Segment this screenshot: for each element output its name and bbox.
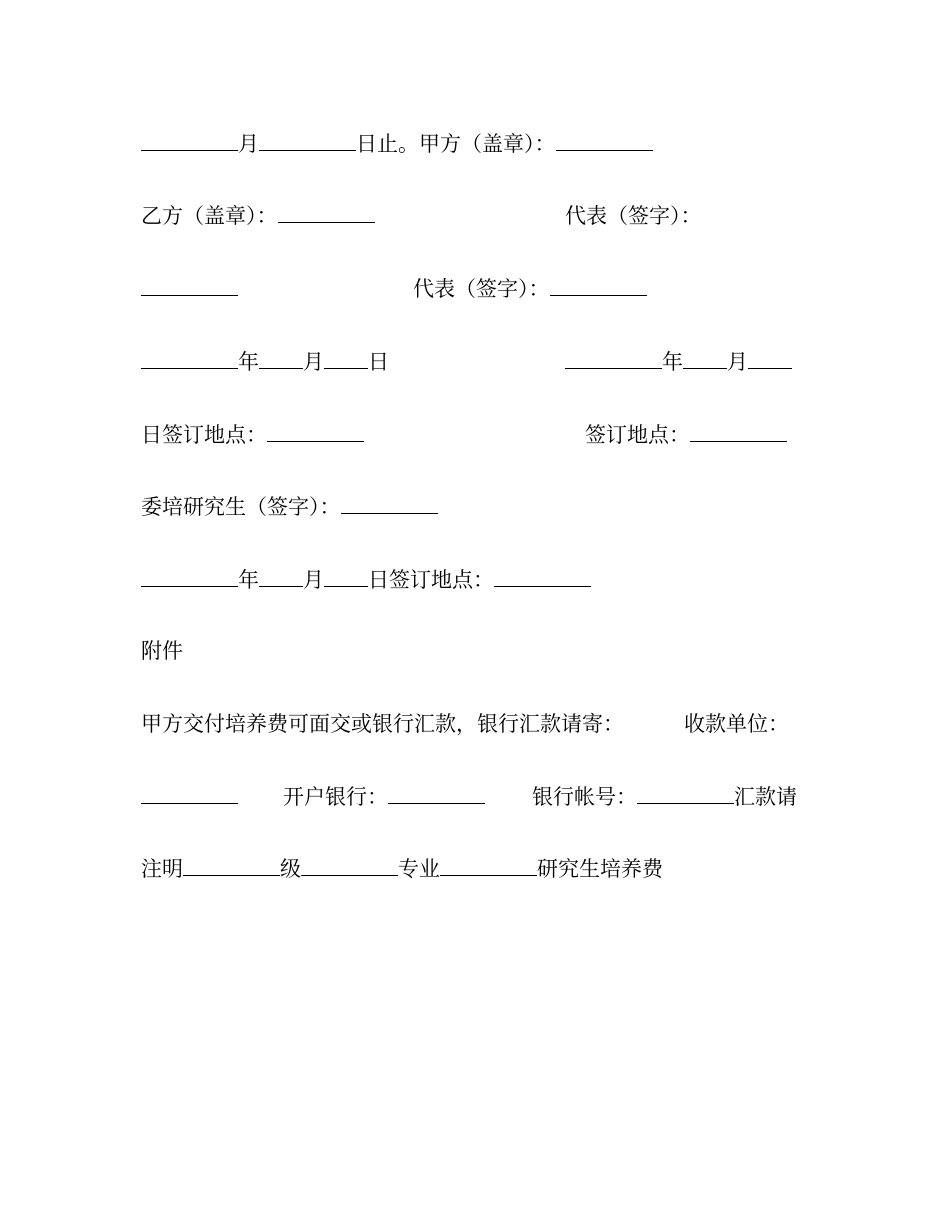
party-b-seal bbox=[141, 201, 375, 231]
blank-field bbox=[683, 348, 727, 369]
blank-field bbox=[556, 130, 653, 151]
month-label: 月 bbox=[238, 132, 259, 156]
bank-label: 开户银行： bbox=[283, 785, 388, 809]
signing-place-right bbox=[585, 420, 787, 450]
major-label: 专业 bbox=[398, 857, 440, 881]
fee-label: 研究生培养费 bbox=[537, 857, 663, 881]
signing-place-label: 日签订地点： bbox=[368, 568, 494, 592]
blank-field bbox=[748, 348, 792, 369]
day-label: 日 bbox=[368, 350, 389, 374]
note-label: 注明 bbox=[141, 857, 183, 881]
blank-field bbox=[324, 566, 368, 587]
blank-segment bbox=[141, 274, 238, 304]
representative-sign bbox=[565, 201, 702, 231]
month-label: 月 bbox=[727, 350, 748, 374]
blank-field bbox=[388, 783, 485, 804]
blank-field bbox=[324, 348, 368, 369]
bank-account bbox=[532, 782, 797, 812]
grade-label: 级 bbox=[280, 857, 301, 881]
blank-field bbox=[440, 855, 537, 876]
blank-field bbox=[259, 566, 303, 587]
signing-place-left bbox=[141, 420, 364, 450]
student-sign bbox=[141, 492, 438, 522]
remit-note-detail bbox=[141, 854, 663, 884]
party-a-seal-label: 日止。甲方（盖章）： bbox=[356, 132, 556, 156]
blank-field bbox=[141, 783, 238, 804]
date-right bbox=[565, 347, 792, 377]
representative-sign-label: 代表（签字）： bbox=[413, 277, 550, 301]
month-label: 月 bbox=[303, 350, 324, 374]
blank-field bbox=[141, 566, 238, 587]
blank-field bbox=[550, 275, 647, 296]
blank-field bbox=[141, 275, 238, 296]
year-label: 年 bbox=[662, 350, 683, 374]
blank-segment bbox=[141, 782, 238, 812]
year-label: 年 bbox=[238, 350, 259, 374]
signing-place-label: 签订地点： bbox=[585, 423, 690, 447]
payment-instruction: 甲方交付培养费可面交或银行汇款，银行汇款请寄： bbox=[141, 712, 624, 736]
blank-field bbox=[565, 348, 662, 369]
bank-name bbox=[283, 782, 485, 812]
month-label: 月 bbox=[303, 568, 324, 592]
blank-field bbox=[141, 130, 238, 151]
date-end-phrase bbox=[141, 129, 653, 159]
blank-field bbox=[341, 493, 438, 514]
blank-field bbox=[259, 130, 356, 151]
party-b-seal-label: 乙方（盖章）： bbox=[141, 204, 278, 228]
representative-sign bbox=[413, 274, 647, 304]
blank-field bbox=[690, 421, 787, 442]
student-sign-label: 委培研究生（签字）： bbox=[141, 495, 341, 519]
year-label: 年 bbox=[238, 568, 259, 592]
blank-field bbox=[259, 348, 303, 369]
payee-label: 收款单位： bbox=[684, 712, 789, 736]
account-label: 银行帐号： bbox=[532, 785, 637, 809]
date-left bbox=[141, 347, 389, 377]
signing-place-label: 日签订地点： bbox=[141, 423, 267, 447]
blank-field bbox=[637, 783, 734, 804]
blank-field bbox=[183, 855, 280, 876]
blank-field bbox=[494, 566, 591, 587]
remit-note-label: 汇款请 bbox=[734, 785, 797, 809]
attachment-heading: 附件 bbox=[141, 639, 183, 663]
blank-field bbox=[267, 421, 364, 442]
blank-field bbox=[301, 855, 398, 876]
representative-sign-label: 代表（签字）： bbox=[565, 204, 702, 228]
blank-field bbox=[278, 202, 375, 223]
date-and-place bbox=[141, 565, 591, 595]
blank-field bbox=[141, 348, 238, 369]
